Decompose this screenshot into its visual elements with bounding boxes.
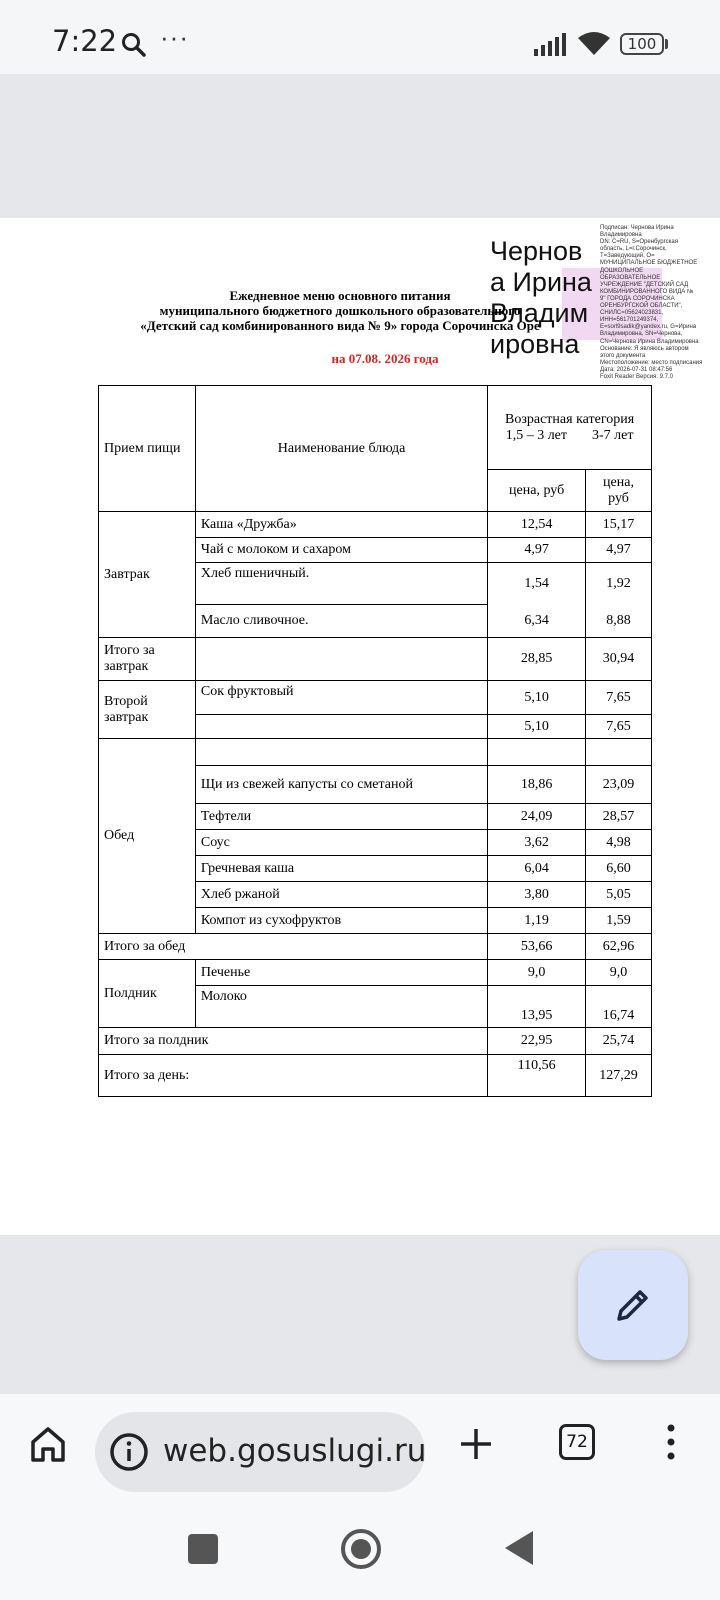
dish-name-empty bbox=[195, 739, 487, 766]
wifi-icon bbox=[576, 30, 612, 56]
price-cell: 4,98 bbox=[586, 830, 652, 856]
dish-name: Хлеб пшеничный. bbox=[195, 563, 487, 605]
total-price: 53,66 bbox=[488, 934, 586, 960]
total-price: 22,95 bbox=[488, 1028, 586, 1055]
price-cell: 12,54 bbox=[488, 512, 586, 538]
total-label: Итого за завтрак bbox=[99, 638, 196, 681]
day-total-price: 127,29 bbox=[586, 1055, 652, 1097]
price-cell: 8,88 bbox=[586, 605, 652, 638]
signal-icon bbox=[534, 32, 566, 56]
dish-name: Чай с молоком и сахаром bbox=[195, 538, 487, 563]
price-label-1: цена, руб bbox=[488, 470, 586, 512]
price-cell: 15,17 bbox=[586, 512, 652, 538]
price-cell-empty bbox=[586, 739, 652, 766]
total-label: Итого за обед bbox=[99, 934, 488, 960]
price-cell: 9,0 bbox=[586, 960, 652, 986]
header-dish: Наименование блюда bbox=[195, 386, 487, 512]
header-age-category: Возрастная категория 1,5 – 3 лет 3-7 лет bbox=[488, 386, 652, 470]
dish-name: Каша «Дружба» bbox=[195, 512, 487, 538]
price-cell: 3,62 bbox=[488, 830, 586, 856]
table-header-row bbox=[99, 386, 652, 470]
status-time: 7:22 bbox=[52, 24, 118, 58]
plus-icon[interactable] bbox=[458, 1426, 494, 1462]
dish-name: Печенье bbox=[195, 960, 487, 986]
document-title: Ежедневное меню основного питания муниципального бюджетного дошкольного образовательного «Детский сад комбинированного вида № 9» города Сорочинска Оре bbox=[140, 288, 540, 333]
total-price: 30,94 bbox=[586, 638, 652, 681]
table-row bbox=[99, 512, 652, 538]
signature-details: Подписан: Чернова Ирина Владимировна DN: C=RU, S=Оренбургская область, L=г.Сорочинск, T=Заведующий, O= МУНИЦИПАЛЬНОЕ БЮДЖЕТНОЕ ДОШКОЛЬНОЕ ОБРАЗОВАТЕЛЬНОЕ УЧРЕЖДЕНИЕ "ДЕТСКИЙ САД КОМБИНИРОВАННОГО ВИДА № 9" ГОРОДА СОРОЧИНСКА ОРЕНБУРГСКОЙ ОБЛАСТИ", СНИЛС=05624023831, ИНН=561701249374, E=sorl9sadik@yandex.ru, G=Ирина Владимировна, SN=Чернова, CN=Чернова Ирина Владимировна Основание: Я являюсь автором этого документа Местоположение: место подписания Дата: 2026-07-31 08:47:56 Foxit Reader Версия: 9.7.0 bbox=[600, 225, 703, 380]
price-cell: 1,59 bbox=[586, 908, 652, 934]
day-total-price: 110,56 bbox=[488, 1055, 586, 1097]
age-range-2: 3-7 лет bbox=[592, 427, 634, 443]
back-button[interactable] bbox=[503, 1529, 535, 1567]
menu-table bbox=[98, 385, 652, 1097]
home-icon[interactable] bbox=[28, 1424, 68, 1464]
header-meal: Прием пищи bbox=[99, 386, 196, 512]
table-row-total bbox=[99, 638, 652, 681]
total-price: 5,10 bbox=[488, 715, 586, 739]
pencil-icon bbox=[613, 1285, 653, 1325]
table-row-day-total bbox=[99, 1055, 652, 1097]
total-price: 25,74 bbox=[586, 1028, 652, 1055]
price-cell: 16,74 bbox=[586, 986, 652, 1028]
price-cell: 4,97 bbox=[488, 538, 586, 563]
day-total-label: Итого за день: bbox=[99, 1055, 488, 1097]
meal-snack: Полдник bbox=[99, 960, 196, 1028]
table-row bbox=[99, 681, 652, 715]
table-row-empty bbox=[99, 739, 652, 766]
dish-name: Хлеб ржаной bbox=[195, 882, 487, 908]
price-cell: 9,0 bbox=[488, 960, 586, 986]
price-cell: 1,54 bbox=[488, 563, 586, 605]
meal-second-breakfast: Второй завтрак bbox=[99, 681, 196, 739]
price-cell: 24,09 bbox=[488, 804, 586, 830]
price-cell: 1,92 bbox=[586, 563, 652, 605]
tab-switcher-button[interactable]: 72 bbox=[559, 1424, 595, 1460]
battery-indicator: 100 bbox=[620, 33, 664, 55]
search-icon bbox=[121, 32, 147, 58]
price-cell: 6,34 bbox=[488, 605, 586, 638]
document-page bbox=[0, 218, 720, 1235]
price-cell: 3,80 bbox=[488, 882, 586, 908]
dish-name: Сок фруктовый bbox=[195, 681, 487, 715]
nav-home-button[interactable] bbox=[340, 1528, 382, 1570]
price-cell: 5,05 bbox=[586, 882, 652, 908]
price-cell: 6,60 bbox=[586, 856, 652, 882]
total-price: 28,85 bbox=[488, 638, 586, 681]
dish-name: Гречневая каша bbox=[195, 856, 487, 882]
dish-name: Соус bbox=[195, 830, 487, 856]
edit-button[interactable] bbox=[578, 1250, 688, 1360]
price-cell: 4,97 bbox=[586, 538, 652, 563]
table-row-total bbox=[99, 1028, 652, 1055]
price-label-2: цена, руб bbox=[586, 470, 652, 512]
address-bar[interactable] bbox=[95, 1412, 425, 1492]
url-text[interactable]: web.gosuslugi.ru bbox=[163, 1433, 427, 1469]
price-cell: 13,95 bbox=[488, 986, 586, 1028]
meal-breakfast: Завтрак bbox=[99, 512, 196, 638]
meal-lunch: Обед bbox=[99, 739, 196, 934]
dish-name: Тефтели bbox=[195, 804, 487, 830]
table-row bbox=[99, 960, 652, 986]
total-price: 7,65 bbox=[586, 715, 652, 739]
table-row-total bbox=[99, 934, 652, 960]
price-cell: 5,10 bbox=[488, 681, 586, 715]
more-dots-icon: ··· bbox=[160, 22, 189, 52]
total-label: Итого за полдник bbox=[99, 1028, 488, 1055]
price-cell: 23,09 bbox=[586, 766, 652, 804]
dish-name: Молоко bbox=[195, 986, 487, 1028]
browser-bottom-bar bbox=[0, 1394, 720, 1600]
dish-name: Щи из свежей капусты со сметаной bbox=[195, 766, 487, 804]
recents-button[interactable] bbox=[188, 1534, 218, 1564]
dish-name: Компот из сухофруктов bbox=[195, 908, 487, 934]
document-date: на 07.08. 2026 года bbox=[331, 351, 439, 366]
status-bar bbox=[0, 0, 720, 74]
battery-tip bbox=[665, 39, 668, 49]
price-cell: 28,57 bbox=[586, 804, 652, 830]
dish-name-empty bbox=[195, 715, 487, 739]
price-cell: 1,19 bbox=[488, 908, 586, 934]
dish-name: Масло сливочное. bbox=[195, 605, 487, 638]
price-cell: 7,65 bbox=[586, 681, 652, 715]
dish-name-empty bbox=[195, 638, 487, 681]
price-cell: 18,86 bbox=[488, 766, 586, 804]
signer-name: Чернов а Ирина Владим ировна bbox=[490, 236, 592, 359]
total-price: 62,96 bbox=[586, 934, 652, 960]
info-icon[interactable] bbox=[109, 1432, 149, 1472]
age-range-1: 1,5 – 3 лет bbox=[505, 427, 568, 443]
price-cell-empty bbox=[488, 739, 586, 766]
price-cell: 6,04 bbox=[488, 856, 586, 882]
more-vert-icon[interactable] bbox=[664, 1422, 678, 1462]
